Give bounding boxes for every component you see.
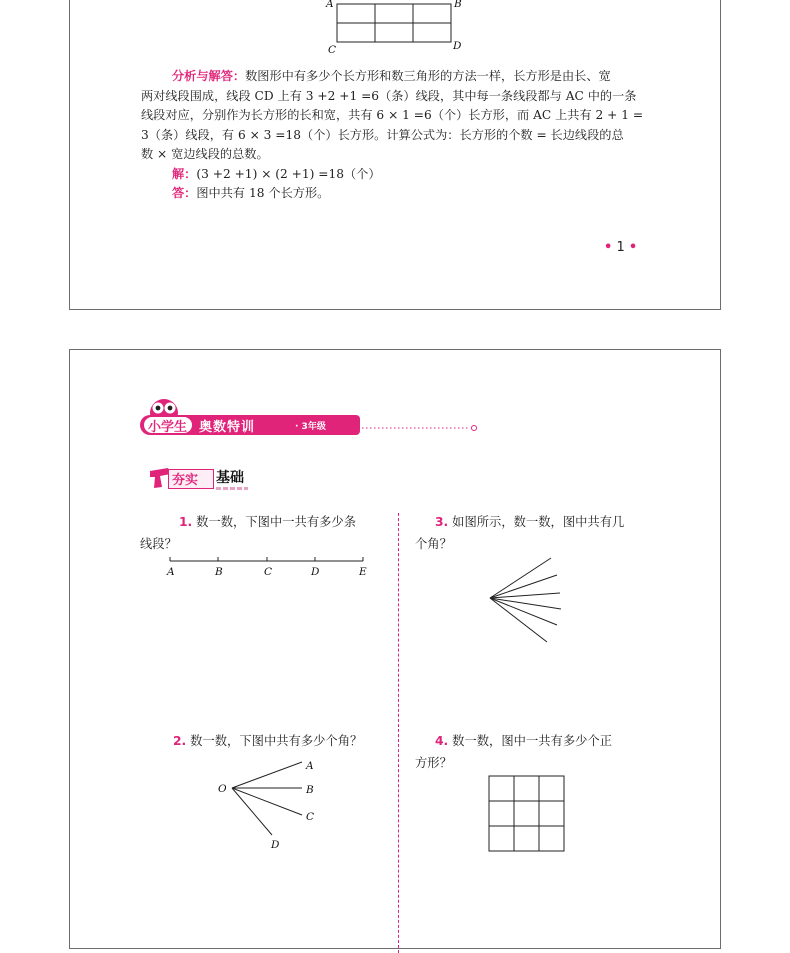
section-tag: 夯实	[172, 473, 199, 488]
analysis-line: 数图形中有多少个长方形和数三角形的方法一样，长方形是由长、宽	[245, 69, 611, 83]
question-number: 2.	[173, 734, 187, 748]
fig-label-a: A	[326, 0, 334, 10]
analysis-line: 两对线段围成，线段 CD 上有 3 +2 +1 =6（条）线段，其中每一条线段都与 AC 中的一条	[141, 88, 637, 103]
question-number: 1.	[179, 515, 193, 529]
analysis-line: 3（条）线段，有 6 × 3 =18（个）长方形。计算公式为：长方形的个数 = 长边线段的总	[141, 127, 624, 142]
analysis-heading: 分析与解答：	[172, 69, 246, 83]
question-text: 线段？	[140, 537, 177, 551]
ray-label-d: D	[271, 839, 280, 851]
question-1	[140, 511, 385, 555]
fig-label-c: C	[328, 44, 337, 56]
segment-label-b: B	[215, 566, 223, 578]
ray-label-a: A	[306, 760, 314, 772]
page-2	[69, 349, 721, 949]
banner-title-primary: 小学生	[148, 420, 188, 435]
question-text: 方形？	[415, 756, 452, 770]
answer-text: 图中共有 18 个长方形。	[196, 186, 330, 200]
question-2	[140, 730, 385, 752]
question-number: 3.	[435, 515, 449, 529]
analysis-line: 线段对应，分别作为长方形的长和宽，共有 6 × 1 =6（个）长方形，而 AC 上共有 2 + 1 =	[141, 108, 644, 122]
answer-label: 答：	[172, 186, 197, 200]
section-header	[148, 465, 258, 491]
banner-dotted-line	[360, 415, 482, 435]
fig-label-d: D	[453, 40, 462, 52]
solution-line	[141, 165, 646, 185]
banner-title-secondary: 奥数特训	[199, 420, 256, 435]
ray-label-b: B	[306, 784, 314, 796]
section-title: 基础	[216, 470, 244, 486]
question-4	[415, 730, 655, 774]
ray-label-c: C	[306, 811, 315, 823]
question-number: 4.	[435, 734, 449, 748]
answer-line	[141, 184, 646, 204]
fig-label-b: B	[454, 0, 462, 10]
angle-fan-figure	[485, 553, 570, 648]
question-text: 如图所示，数一数，图中共有几	[452, 515, 625, 529]
solution-label: 解：	[172, 166, 197, 181]
analysis-paragraph	[141, 67, 646, 204]
banner-grade: · 3年级	[295, 422, 326, 432]
segment-label-c: C	[264, 566, 273, 578]
question-text: 个角？	[415, 537, 452, 551]
column-divider	[398, 513, 399, 953]
analysis-line: 数 × 宽边线段的总数。	[141, 147, 269, 161]
page-1	[69, 0, 721, 310]
solution-text: (3 +2 +1) × (2 +1) =18（个）	[196, 166, 381, 181]
book-banner	[140, 415, 475, 435]
question-text: 数一数，下图中一共有多少条	[196, 515, 357, 529]
segment-label-a: A	[167, 566, 175, 578]
square-grid-figure	[488, 775, 566, 853]
line-segment-figure	[160, 553, 370, 581]
question-text: 数一数，图中一共有多少个正	[452, 734, 613, 748]
segment-label-e: E	[359, 566, 367, 578]
question-3	[415, 511, 655, 555]
angle-rays-figure	[210, 755, 330, 855]
rectangle-grid-figure	[320, 0, 470, 57]
segment-label-d: D	[311, 566, 320, 578]
page-number: • 1 •	[604, 240, 638, 255]
ray-label-o: O	[218, 783, 227, 795]
question-text: 数一数，下图中共有多少个角？	[190, 734, 363, 748]
